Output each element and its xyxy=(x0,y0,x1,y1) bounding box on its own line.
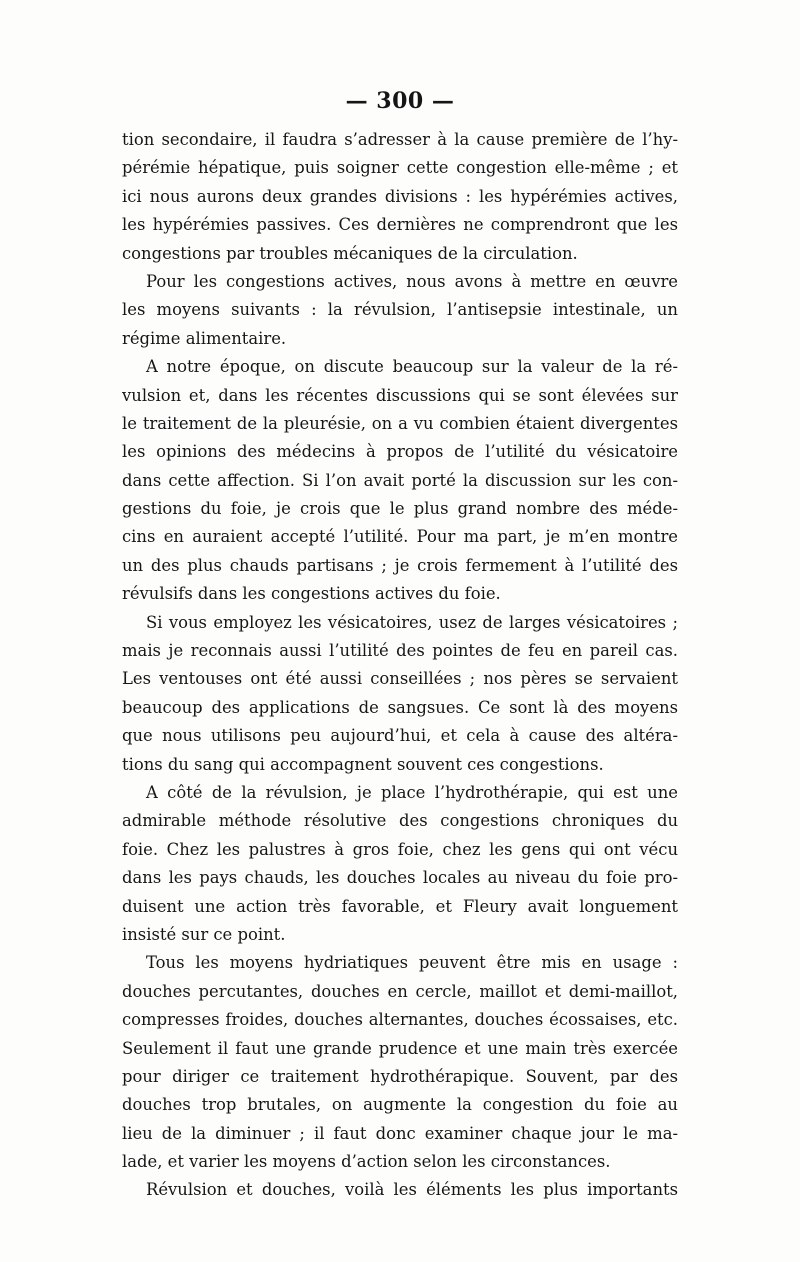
text-line: douches trop brutales, on augmente la congestion du foie au xyxy=(122,1095,678,1115)
text-line: cins en auraient accepté l’utilité. Pour ma part, je m’en montre xyxy=(122,527,678,547)
text-line: vulsion et, dans les récentes discussions qui se sont élevées sur xyxy=(122,385,678,405)
text-line: insisté sur ce point. xyxy=(122,924,286,944)
text-line: Seulement il faut une grande prudence et une main très exercée xyxy=(122,1038,678,1058)
text-line: A côté de la révulsion, je place l’hydrothérapie, qui est une xyxy=(146,782,678,802)
text-line: Révulsion et douches, voilà les éléments les plus importants xyxy=(146,1180,678,1200)
text-line: ici nous aurons deux grandes divisions : les hypérémies actives, xyxy=(122,186,678,206)
text-line: les hypérémies passives. Ces dernières ne comprendront que les xyxy=(122,215,678,235)
text-line: que nous utilisons peu aujourd’hui, et cela à cause des altéra- xyxy=(122,726,678,746)
text-line: le traitement de la pleurésie, on a vu combien étaient divergentes xyxy=(122,413,678,433)
text-line: pérémie hépatique, puis soigner cette congestion elle-même ; et xyxy=(122,158,678,178)
text-line: tions du sang qui accompagnent souvent ces congestions. xyxy=(122,754,604,774)
text-line: gestions du foie, je crois que le plus grand nombre des méde- xyxy=(122,499,678,519)
text-line: régime alimentaire. xyxy=(122,328,287,348)
text-line: A notre époque, on discute beaucoup sur la valeur de la ré- xyxy=(146,357,678,377)
text-line: congestions par troubles mécaniques de la circulation. xyxy=(122,243,578,263)
text-line: dans les pays chauds, les douches locales au niveau du foie pro- xyxy=(122,868,678,888)
text-line: pour diriger ce traitement hydrothérapique. Souvent, par des xyxy=(122,1066,678,1086)
text-line: dans cette affection. Si l’on avait porté la discussion sur les con- xyxy=(122,470,678,490)
text-line: lieu de la diminuer ; il faut donc examiner chaque jour le ma- xyxy=(122,1123,678,1143)
text-line: révulsifs dans les congestions actives du foie. xyxy=(122,584,501,604)
text-line: un des plus chauds partisans ; je crois fermement à l’utilité des xyxy=(122,555,678,575)
body-text xyxy=(122,126,678,1205)
text-line: mais je reconnais aussi l’utilité des pointes de feu en pareil cas. xyxy=(122,641,678,661)
page-number: — 300 — xyxy=(345,88,455,114)
text-line: Pour les congestions actives, nous avons à mettre en œuvre xyxy=(146,271,678,291)
text-line: lade, et varier les moyens d’action selon les circonstances. xyxy=(122,1152,611,1172)
text-line: Les ventouses ont été aussi conseillées ; nos pères se servaient xyxy=(122,669,678,689)
text-line: Si vous employez les vésicatoires, usez de larges vésicatoires ; xyxy=(146,612,678,632)
text-line: beaucoup des applications de sangsues. Ce sont là des moyens xyxy=(122,697,678,717)
text-line: duisent une action très favorable, et Fleury avait longuement xyxy=(122,896,678,916)
text-line: foie. Chez les palustres à gros foie, chez les gens qui ont vécu xyxy=(122,839,678,859)
text-line: admirable méthode résolutive des congestions chroniques du xyxy=(122,811,678,831)
text-line: les moyens suivants : la révulsion, l’antisepsie intestinale, un xyxy=(122,300,678,320)
text-line: compresses froides, douches alternantes, douches écossaises, etc. xyxy=(122,1010,678,1030)
text-line: douches percutantes, douches en cercle, maillot et demi-maillot, xyxy=(122,981,678,1001)
text-line: les opinions des médecins à propos de l’utilité du vésicatoire xyxy=(122,442,678,462)
text-line: Tous les moyens hydriatiques peuvent être mis en usage : xyxy=(146,953,678,973)
text-line: tion secondaire, il faudra s’adresser à la cause première de l’hy- xyxy=(122,130,678,149)
